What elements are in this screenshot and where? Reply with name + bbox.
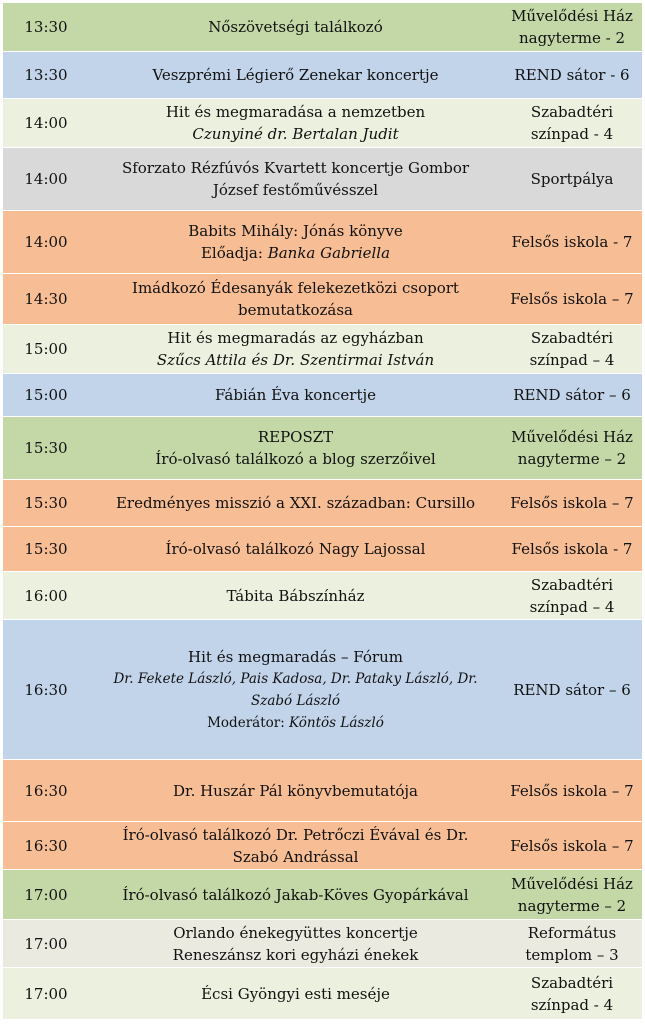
time-cell: 16:00 xyxy=(3,572,89,620)
schedule-body xyxy=(3,3,642,1020)
event-cell xyxy=(89,822,502,870)
location-line: színpad - 4 xyxy=(530,995,614,1014)
event-line xyxy=(93,922,498,944)
time-cell: 14:00 xyxy=(3,211,89,274)
location-line: Református xyxy=(527,923,617,942)
location-cell xyxy=(502,99,642,148)
location-line: nagyterme – 2 xyxy=(517,896,627,915)
event-cell xyxy=(89,325,502,374)
location-cell xyxy=(502,968,642,1020)
event-title: Író-olvasó találkozó a blog szerzőivel xyxy=(155,450,436,468)
event-cell xyxy=(89,572,502,620)
event-title: Hit és megmaradás – Fórum xyxy=(188,647,403,666)
event-title: Író-olvasó találkozó Dr. Petrőczi Évával és Dr. xyxy=(122,825,469,844)
event-line-prefix: Moderátor: xyxy=(207,714,290,731)
event-person: Szabó László xyxy=(251,692,340,709)
event-line xyxy=(93,277,498,299)
location-line: REND sátor - 6 xyxy=(514,66,630,84)
event-cell xyxy=(89,968,502,1020)
event-cell xyxy=(89,870,502,920)
event-title: bemutatkozása xyxy=(238,301,353,319)
time-cell: 15:00 xyxy=(3,374,89,417)
event-line xyxy=(93,846,498,868)
event-line xyxy=(93,327,498,349)
event-line xyxy=(93,690,498,712)
event-line xyxy=(93,157,498,179)
schedule-row xyxy=(3,920,642,968)
location-cell xyxy=(502,920,642,968)
event-line-prefix: Előadja: xyxy=(200,244,268,262)
location-line: Szabadtéri xyxy=(530,973,614,992)
event-title: Veszprémi Légierő Zenekar koncertje xyxy=(152,66,439,84)
event-person: Szűcs Attila és Dr. Szentirmai István xyxy=(156,351,435,369)
event-line xyxy=(93,983,498,1005)
event-line xyxy=(93,538,498,560)
location-line: Felsős iskola – 7 xyxy=(510,836,634,855)
event-title: Nőszövetségi találkozó xyxy=(208,18,383,36)
event-line xyxy=(93,123,498,145)
time-cell: 16:30 xyxy=(3,822,89,870)
location-line: Felsős iskola – 7 xyxy=(510,494,634,512)
event-person: Köntös László xyxy=(289,714,384,731)
time-cell: 13:30 xyxy=(3,3,89,52)
event-person: Banka Gabriella xyxy=(267,244,391,262)
event-line xyxy=(93,448,498,470)
event-title: Szabó Andrással xyxy=(232,847,359,866)
event-line xyxy=(93,16,498,38)
schedule-table xyxy=(3,2,642,1020)
event-title: Fábián Éva koncertje xyxy=(214,386,377,404)
location-cell xyxy=(502,325,642,374)
event-line xyxy=(93,179,498,201)
event-person: Czunyiné dr. Bertalan Judit xyxy=(192,125,399,143)
location-line: REND sátor – 6 xyxy=(513,386,631,404)
schedule-row xyxy=(3,527,642,572)
event-cell xyxy=(89,527,502,572)
event-title: REPOSZT xyxy=(257,428,334,446)
schedule-row xyxy=(3,52,642,99)
schedule-row xyxy=(3,274,642,325)
schedule-row xyxy=(3,374,642,417)
location-cell xyxy=(502,3,642,52)
event-line xyxy=(93,220,498,242)
location-cell xyxy=(502,417,642,480)
schedule-row xyxy=(3,822,642,870)
location-line: színpad - 4 xyxy=(530,125,614,143)
event-line xyxy=(93,299,498,321)
event-line xyxy=(93,101,498,123)
location-line: Szabadtéri xyxy=(530,329,614,347)
location-line: Felsős iskola – 7 xyxy=(510,781,634,800)
event-title: Író-olvasó találkozó Jakab-Köves Gyopárkával xyxy=(122,885,469,904)
event-title: Tábita Bábszínház xyxy=(226,586,365,605)
event-line xyxy=(93,668,498,690)
location-line: Felsős iskola - 7 xyxy=(511,540,633,558)
event-line xyxy=(93,384,498,406)
time-cell: 17:00 xyxy=(3,870,89,920)
event-line xyxy=(93,646,498,668)
event-line xyxy=(93,824,498,846)
time-cell: 14:30 xyxy=(3,274,89,325)
location-cell xyxy=(502,374,642,417)
schedule-row xyxy=(3,148,642,211)
schedule-row xyxy=(3,325,642,374)
location-cell xyxy=(502,52,642,99)
time-cell: 13:30 xyxy=(3,52,89,99)
event-title: Reneszánsz kori egyházi énekek xyxy=(172,945,419,964)
time-cell: 15:30 xyxy=(3,527,89,572)
time-cell: 16:30 xyxy=(3,620,89,760)
event-cell xyxy=(89,374,502,417)
location-line: nagyterme – 2 xyxy=(517,450,627,468)
event-title: Babits Mihály: Jónás könyve xyxy=(188,222,403,240)
location-line: Sportpálya xyxy=(530,170,614,188)
event-title: Író-olvasó találkozó Nagy Lajossal xyxy=(165,540,426,558)
event-person: Dr. Fekete László, Pais Kadosa, Dr. Pataky László, Dr. xyxy=(113,670,478,687)
event-cell xyxy=(89,760,502,822)
time-cell: 15:30 xyxy=(3,417,89,480)
schedule-row xyxy=(3,211,642,274)
event-line xyxy=(93,492,498,514)
time-cell: 15:00 xyxy=(3,325,89,374)
event-line xyxy=(93,944,498,966)
location-line: Művelődési Ház xyxy=(511,7,633,25)
location-line: Felsős iskola - 7 xyxy=(511,233,633,251)
event-title: Hit és megmaradás az egyházban xyxy=(167,329,424,347)
location-line: színpad – 4 xyxy=(529,597,615,616)
event-title: Orlando énekegyüttes koncertje xyxy=(173,923,418,942)
schedule-row xyxy=(3,417,642,480)
location-line: REND sátor – 6 xyxy=(513,680,631,699)
location-line: nagyterme - 2 xyxy=(518,29,625,47)
event-line xyxy=(93,712,498,734)
location-cell xyxy=(502,480,642,527)
event-cell xyxy=(89,3,502,52)
event-title: Eredményes misszió a XXI. században: Cursillo xyxy=(115,494,476,512)
event-cell xyxy=(89,148,502,211)
event-cell xyxy=(89,920,502,968)
location-cell xyxy=(502,148,642,211)
schedule-row xyxy=(3,968,642,1020)
location-cell xyxy=(502,870,642,920)
event-cell xyxy=(89,52,502,99)
event-line xyxy=(93,242,498,264)
event-cell xyxy=(89,99,502,148)
location-line: színpad – 4 xyxy=(529,351,615,369)
location-cell xyxy=(502,760,642,822)
event-title: József festőművésszel xyxy=(212,181,379,199)
location-line: Szabadtéri xyxy=(530,103,614,121)
event-line xyxy=(93,884,498,906)
location-line: Művelődési Ház xyxy=(511,428,633,446)
event-title: Dr. Huszár Pál könyvbemutatója xyxy=(173,781,418,800)
location-line: Művelődési Ház xyxy=(511,874,633,893)
location-cell xyxy=(502,572,642,620)
location-cell xyxy=(502,822,642,870)
schedule-row xyxy=(3,620,642,760)
event-title: Sforzato Rézfúvós Kvartett koncertje Gombor xyxy=(121,159,470,177)
time-cell: 16:30 xyxy=(3,760,89,822)
location-line: templom – 3 xyxy=(525,945,619,964)
event-title: Hit és megmaradása a nemzetben xyxy=(165,103,426,121)
location-cell xyxy=(502,527,642,572)
event-line xyxy=(93,426,498,448)
location-cell xyxy=(502,620,642,760)
schedule-row xyxy=(3,99,642,148)
time-cell: 15:30 xyxy=(3,480,89,527)
time-cell: 17:00 xyxy=(3,968,89,1020)
time-cell: 17:00 xyxy=(3,920,89,968)
location-cell xyxy=(502,211,642,274)
schedule-row xyxy=(3,870,642,920)
time-cell: 14:00 xyxy=(3,148,89,211)
schedule-row xyxy=(3,480,642,527)
schedule-row xyxy=(3,572,642,620)
location-line: Felsős iskola – 7 xyxy=(510,290,634,308)
location-cell xyxy=(502,274,642,325)
event-title: Imádkozó Édesanyák felekezetközi csoport xyxy=(132,279,459,297)
schedule-row xyxy=(3,3,642,52)
event-cell xyxy=(89,211,502,274)
schedule-row xyxy=(3,760,642,822)
event-cell xyxy=(89,620,502,760)
location-line: Szabadtéri xyxy=(530,575,614,594)
event-title: Écsi Gyöngyi esti meséje xyxy=(201,984,390,1003)
event-cell xyxy=(89,417,502,480)
event-cell xyxy=(89,480,502,527)
event-line xyxy=(93,780,498,802)
event-line xyxy=(93,585,498,607)
event-line xyxy=(93,349,498,371)
event-cell xyxy=(89,274,502,325)
event-line xyxy=(93,64,498,86)
time-cell: 14:00 xyxy=(3,99,89,148)
